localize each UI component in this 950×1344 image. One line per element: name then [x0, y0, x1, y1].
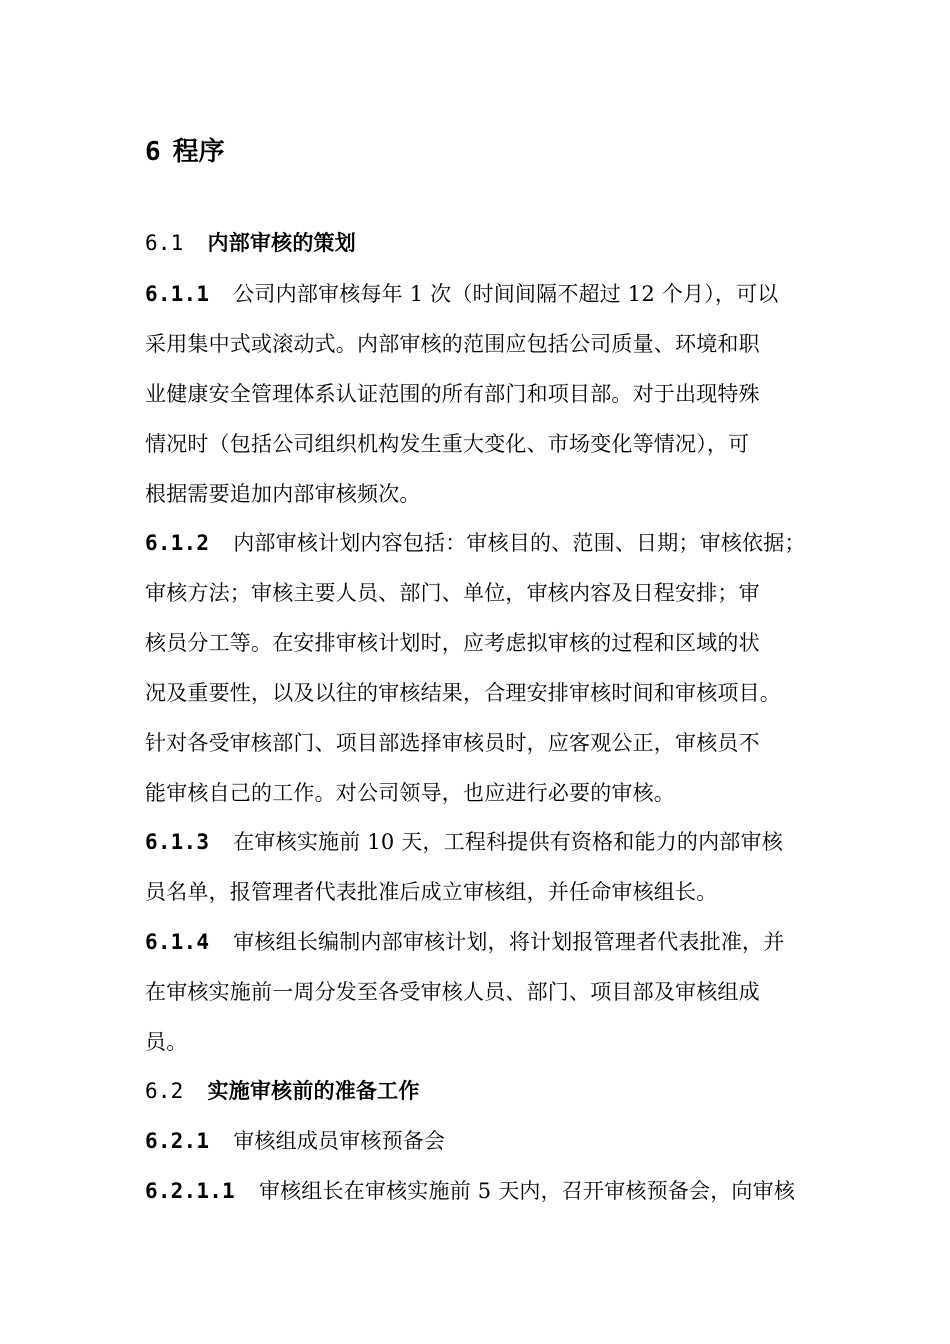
clause-text-line: 核员分工等。在安排审核计划时，应考虑拟审核的过程和区域的状 [145, 631, 760, 655]
clause-text-line: 审核组长编制内部审核计划，将计划报管理者代表批准，并 [233, 930, 785, 954]
clause-6-1-1 [145, 269, 825, 519]
section-6-2-heading [145, 1066, 825, 1116]
clause-6-2-1 [145, 1116, 825, 1166]
clause-text-line: 员名单，报管理者代表批准后成立审核组，并任命审核组长。 [145, 880, 718, 904]
clause-number: 6.1.1 [145, 282, 210, 306]
clause-text-line: 公司内部审核每年 1 次（时间间隔不超过 12 个月），可以 [233, 282, 779, 306]
clause-text-line: 在审核实施前一周分发至各受审核人员、部门、项目部及审核组成 [145, 980, 760, 1004]
section-title: 内部审核的策划 [207, 231, 356, 255]
clause-text-line: 况及重要性，以及以往的审核结果，合理安排审核时间和审核项目。 [145, 681, 781, 705]
clause-text-line: 审核方法；审核主要人员、部门、单位，审核内容及日程安排；审 [145, 581, 760, 605]
section-number: 6.1 [145, 231, 184, 255]
section-title: 实施审核前的准备工作 [207, 1079, 420, 1103]
clause-6-1-4 [145, 917, 825, 1067]
clause-6-2-1-1 [145, 1166, 825, 1216]
chapter-heading [145, 132, 225, 172]
clause-text-line: 员。 [145, 1030, 188, 1054]
clause-text-line: 审核组成员审核预备会 [233, 1129, 446, 1153]
clause-text-line: 内部审核计划内容包括：审核目的、范围、日期；审核依据； [233, 531, 806, 555]
clause-6-1-2 [145, 518, 825, 818]
clause-number: 6.1.4 [145, 930, 210, 954]
clause-text-line: 在审核实施前 10 天，工程科提供有资格和能力的内部审核 [233, 830, 783, 854]
section-6-1-heading [145, 218, 825, 268]
clause-text-line: 审核组长在审核实施前 5 天内，召开审核预备会，向审核 [258, 1179, 796, 1203]
section-number: 6.2 [145, 1079, 184, 1103]
clause-text-line: 针对各受审核部门、项目部选择审核员时，应客观公正，审核员不 [145, 731, 760, 755]
chapter-number: 6 [145, 137, 161, 167]
clause-text-line: 能审核自己的工作。对公司领导，也应进行必要的审核。 [145, 781, 675, 805]
clause-number: 6.1.2 [145, 531, 210, 555]
clause-number: 6.1.3 [145, 830, 210, 854]
clause-text-line: 业健康安全管理体系认证范围的所有部门和项目部。对于出现特殊 [145, 382, 760, 406]
chapter-title: 程序 [172, 137, 225, 167]
clause-6-1-3 [145, 817, 825, 917]
clause-text-line: 采用集中式或滚动式。内部审核的范围应包括公司质量、环境和职 [145, 332, 760, 356]
clause-text-line: 根据需要追加内部审核频次。 [145, 482, 421, 506]
clause-text-line: 情况时（包括公司组织机构发生重大变化、市场变化等情况），可 [145, 432, 750, 456]
clause-number: 6.2.1 [145, 1129, 210, 1153]
clause-number: 6.2.1.1 [145, 1179, 235, 1203]
